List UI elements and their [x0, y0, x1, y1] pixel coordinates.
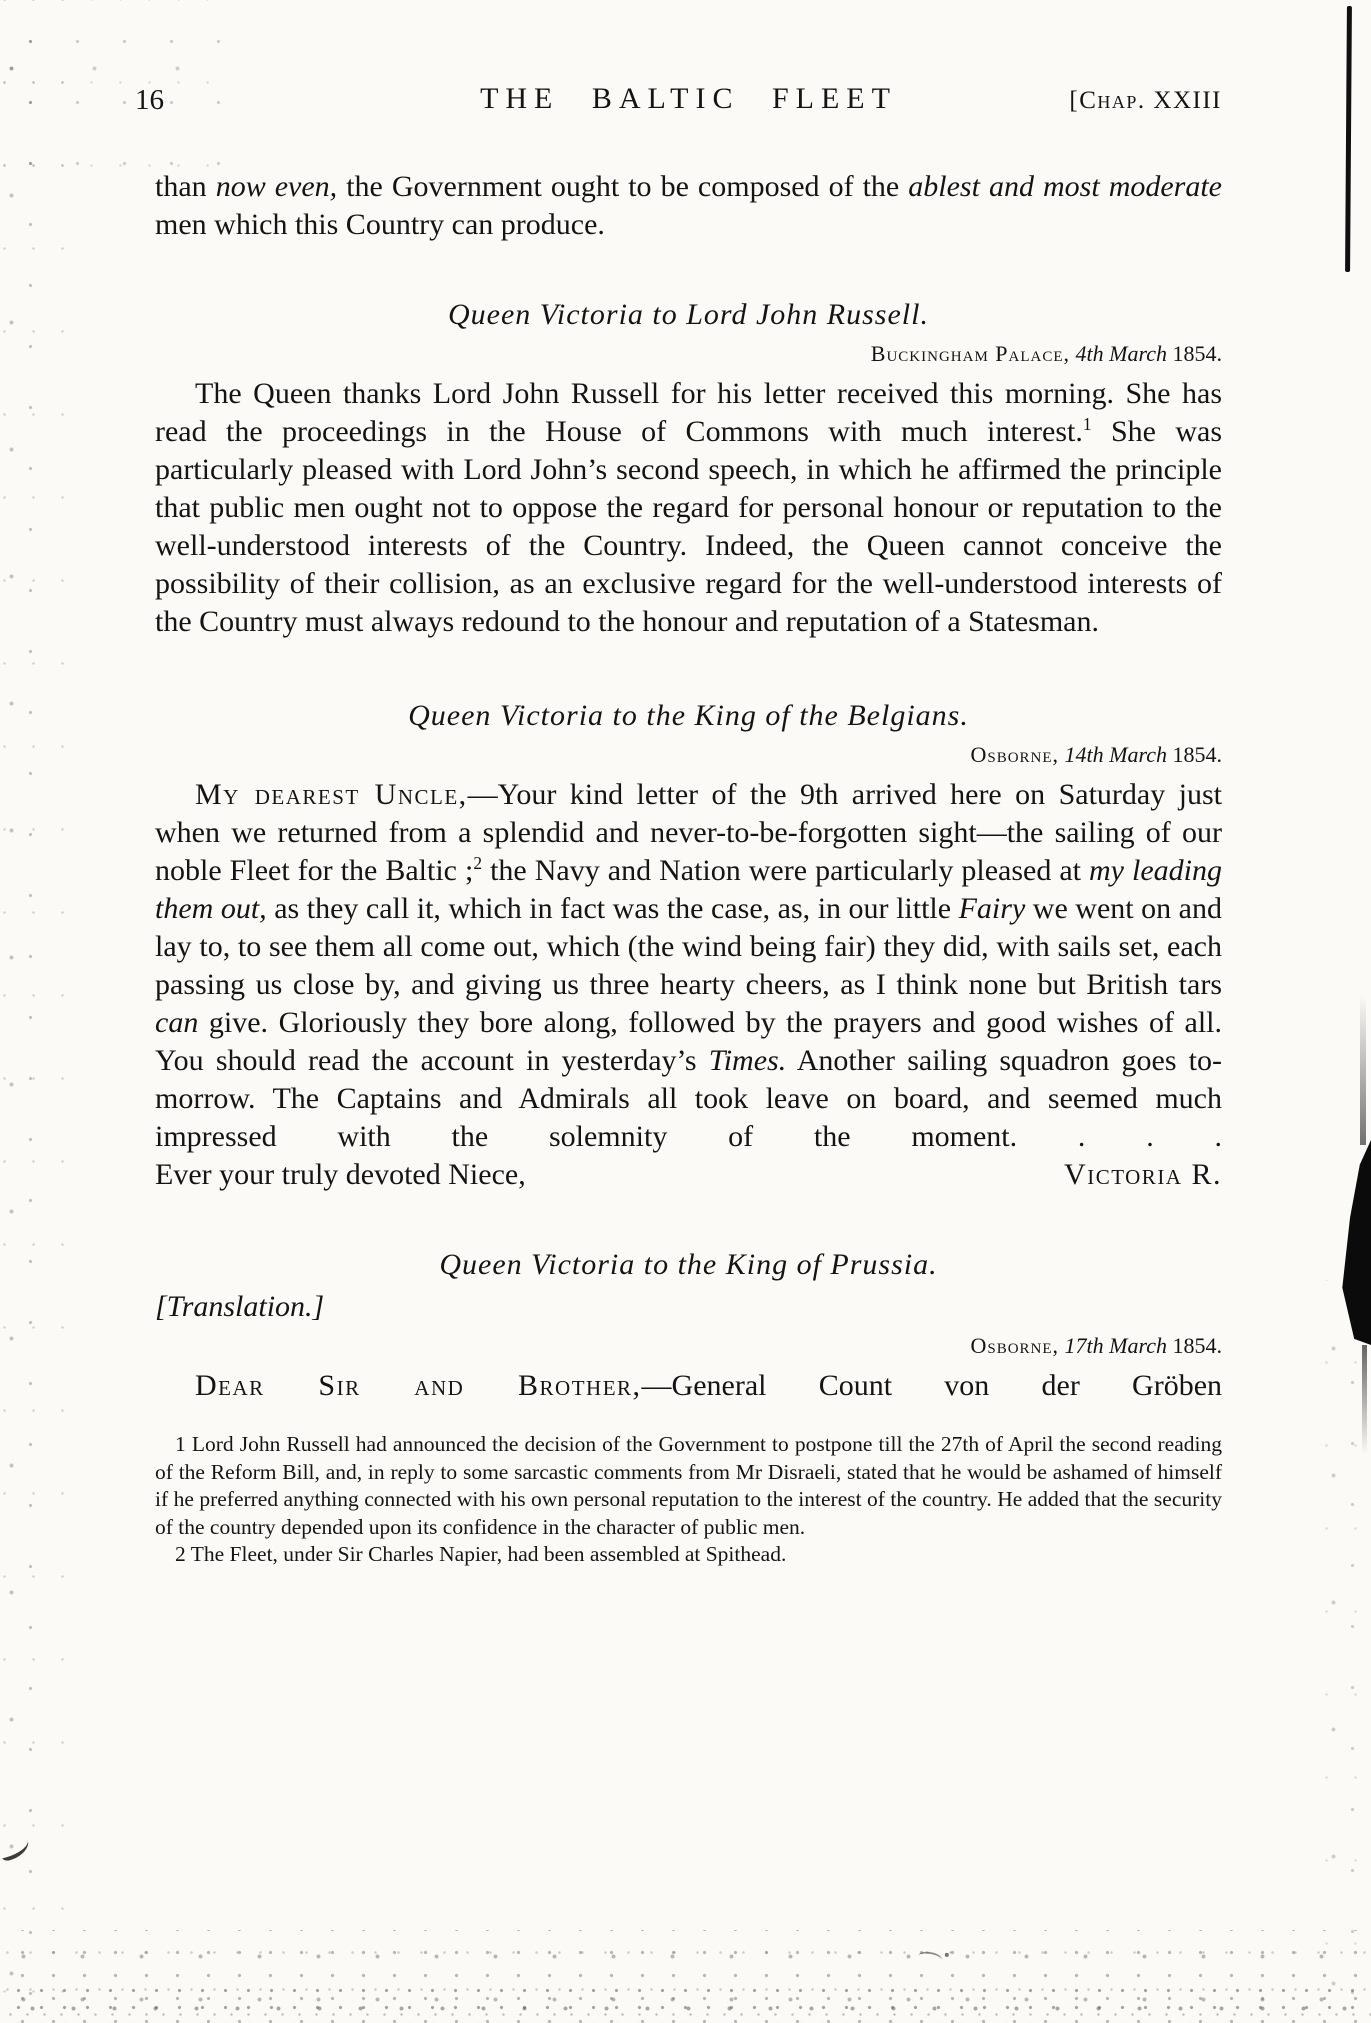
footnote-ref-2: 2 [473, 853, 483, 873]
letter1-dateline [155, 340, 1222, 367]
text-run: The Queen thanks Lord John Russell for his letter received this morning. She has read the proceedings in the House of Commons with much interest. [155, 377, 1222, 448]
letter1-year: 1854. [1172, 341, 1222, 366]
scan-artifact-ink-blob [1336, 1140, 1371, 1345]
text-run: She was particularly pleased with Lord John’s second speech, in which he affirmed the principle that public men ought not to oppose the regard for personal honour or reputation to the well-understood interests of the Country. Indeed, the Queen cannot conceive the possibility of their collision, as an exclusive regard for the well-understood interests of the Country must always redound to the honour and reputation of a Statesman. [155, 415, 1222, 638]
letter2-closing-line [155, 1156, 1222, 1194]
text-run-italic: my leading them out, [155, 854, 1223, 925]
scan-artifact-pen-mark [0, 1835, 32, 1862]
text-run-italic: can [155, 1006, 199, 1039]
letter3-dateline [155, 1332, 1222, 1359]
letter2-year: 1854. [1172, 742, 1222, 767]
scan-noise [0, 1930, 1371, 2023]
running-header [135, 0, 1222, 130]
footnote-2 [155, 1541, 1222, 1569]
letter2-heading: Queen Victoria to the King of the Belgians. [408, 699, 969, 732]
letter3-year: 1854. [1172, 1333, 1222, 1358]
footnote-1-text: Lord John Russell had announced the decision of the Government to postpone till the 27th of April the second reading of the Reform Bill, and, in reply to some sarcastic comments from Mr Disraeli, stated that he would be ashamed of himself if he preferred anything connected with his own personal reputation to the interest of the country. He added that the security of the country depended upon its confidence in the character of public men. [155, 1432, 1222, 1539]
scan-artifact-vertical-line [1345, 6, 1352, 272]
intro-paragraph [155, 168, 1222, 244]
text-run-italic: ablest and most moderate [908, 170, 1222, 203]
footnote-2-text: The Fleet, under Sir Charles Napier, had been assembled at Spithead. [190, 1542, 787, 1566]
footnote-ref-1: 1 [1082, 414, 1092, 434]
scan-artifact-streak [1362, 1345, 1367, 1455]
text-run: —General Count von der Gröben [641, 1369, 1223, 1402]
page-text-block [135, 0, 1223, 1569]
text-run-italic: Times. [708, 1044, 787, 1077]
running-title: THE BALTIC FLEET [480, 82, 897, 115]
letter3-salutation: Dear Sir and Brother, [195, 1369, 642, 1402]
scan-artifact-streak [1360, 995, 1366, 1145]
page-number: 16 [135, 84, 164, 116]
letter1-heading: Queen Victoria to Lord John Russell. [448, 298, 929, 331]
letter1-body [155, 375, 1222, 641]
letter2-place: Osborne, [970, 742, 1060, 767]
text-run: the Navy and Nation were particularly pleased at [482, 854, 1090, 887]
text-run-italic: now even, [215, 170, 338, 203]
letter1-date: 4th March [1075, 341, 1167, 366]
letter3-translation-note: [Translation.] [155, 1290, 325, 1323]
text-run-italic: Fairy [958, 892, 1026, 925]
letter2-salutation: My dearest Uncle, [195, 778, 468, 811]
text-run: give. Gloriously they bore along, followed by the prayers and good wishes of all. You should read the account in yesterday’s [155, 1006, 1222, 1077]
scan-artifact-smudge [917, 1950, 943, 1966]
text-run: than [155, 170, 216, 203]
letter3-place: Osborne, [970, 1333, 1060, 1358]
letter3-body [155, 1367, 1222, 1405]
letter2-date: 14th March [1064, 742, 1167, 767]
text-run: as they call it, which in fact was the case, as, in our little [266, 892, 959, 925]
scan-noise [0, 1988, 1371, 2023]
footnotes-section [155, 1431, 1222, 1569]
footnote-1 [155, 1431, 1222, 1541]
scan-noise [1322, 1280, 1371, 2023]
letter2-dateline [155, 741, 1222, 768]
footnote-2-number: 2 [175, 1542, 186, 1566]
text-run: —Your kind letter of the 9th arrived here on Saturday just when we returned from a splendid and never-to-be-forgotten sight—the sailing of our noble Fleet for the Baltic ; [155, 778, 1222, 887]
letter2-body [155, 776, 1222, 1156]
text-run: Another sailing squadron goes to-morrow. The Captains and Admirals all took leave on board, and seemed much impressed with the solemnity of the moment. . . . [155, 1044, 1222, 1153]
footnote-1-number: 1 [175, 1432, 186, 1456]
letter3-heading: Queen Victoria to the King of Prussia. [439, 1248, 938, 1281]
letter2-signature: Victoria R. [1064, 1158, 1222, 1191]
text-run: we went on and lay to, to see them all come out, which (the wind being fair) they did, with sails set, each passing us close by, and giving us three hearty cheers, as I think none but British tars [155, 892, 1222, 1001]
text-run: men which this Country can produce. [155, 208, 605, 241]
letter2-closing: Ever your truly devoted Niece, [155, 1158, 526, 1191]
letter3-date: 17th March [1064, 1333, 1167, 1358]
chapter-label: [Chap. XXIII [1069, 87, 1222, 114]
scan-noise [0, 0, 70, 2023]
letter1-place: Buckingham Palace, [870, 341, 1071, 366]
text-run: the Government ought to be composed of the [337, 170, 909, 203]
